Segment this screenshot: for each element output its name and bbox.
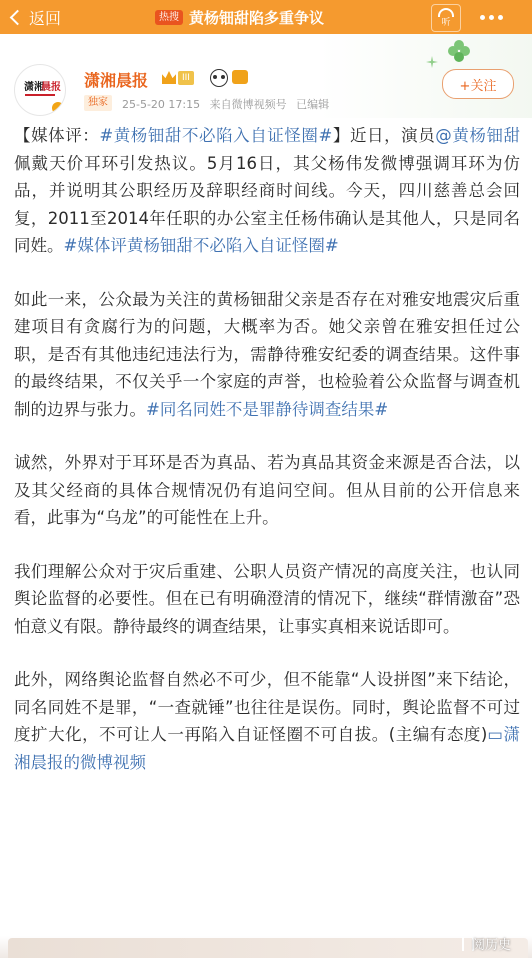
follow-button[interactable]: +关注: [442, 69, 514, 99]
paragraph: [14, 558, 520, 641]
paragraph-text: 我们理解公众对于灾后重建、公职人员资产情况的高度关注，也认同舆论监督的必要性。但在已有明确澄清的情况下，继续“群情激奋”恐怕意义有限。静待最终的调查结果，让事实真相来说话即可。: [14, 561, 520, 636]
top-bar: [0, 0, 532, 34]
post-header: [0, 34, 532, 118]
back-button[interactable]: [8, 6, 61, 28]
clover-icon: [448, 40, 470, 62]
paragraph-text: 】近日，演员: [332, 126, 436, 145]
more-dot-icon: [480, 15, 485, 20]
author-name[interactable]: 潇湘晨报: [84, 71, 149, 90]
watermark: 阅历史: [472, 938, 512, 953]
exclusive-badge: 独家: [84, 95, 112, 111]
paragraph-text: 诚然，外界对于耳环是否为真品、若为真品其资金来源是否合法，以及其父经商的具体合规情况仍有追问空间。但从目前的公开信息来看，此事为“乌龙”的可能性在上升。: [14, 453, 520, 527]
mention-link[interactable]: @黄杨钿甜: [435, 126, 521, 145]
edited-label: 已编辑: [296, 98, 330, 111]
paragraph: [14, 286, 520, 424]
more-options-button[interactable]: [475, 6, 507, 28]
paragraph-text: 此外，网络舆论监督自然必不可少，但不能靠“人设拼图”来下结论，同名同姓不是罪，“一查就锤”也往往是误伤。同时，舆论监督不可过度扩大化，不可让人一再陷入自证怪圈不可自拔。(主编有态度): [14, 670, 520, 744]
avatar-logo-bar: [25, 94, 55, 96]
avatar-logo-text: 潇湘: [24, 82, 44, 93]
post-image-preview[interactable]: [8, 938, 528, 958]
crown-icon: [162, 71, 176, 84]
chevron-left-icon: [10, 9, 26, 25]
post-body: [14, 122, 520, 776]
paragraph: [14, 666, 520, 776]
listen-label: 听: [441, 18, 451, 28]
paragraph-text: 佩戴天价耳环引发热议。5月16日，其父杨伟发微博强调耳环为仿品，并说明其公职经历及辞职经商时间线。今天，四川慈善总会回复，2011至2014年任职的办公室主任杨伟确认是其他人，只是同名同姓。: [14, 153, 520, 255]
avatar-logo-text: 晨报: [41, 82, 61, 93]
more-dot-icon: [498, 15, 503, 20]
hashtag-link[interactable]: #黄杨钿甜不必陷入自证怪圈#: [99, 126, 333, 145]
paragraph-text: 如此一来，公众最为关注的黄杨钿甜父亲是否存在对雅安地震灾后重建项目有贪腐行为的问题，大概率为否。她父亲曾在雅安担任过公职，是否有其他违纪违法行为，需静待雅安纪委的调查结果。这件事的最终结果，不仅关乎一个家庭的声誉，也检验着公众监督与调查机制的边界与张力。: [14, 289, 520, 419]
verified-icon: [51, 101, 65, 115]
avatar[interactable]: [14, 64, 66, 116]
medal-icon: [232, 70, 248, 84]
paragraph: [14, 449, 520, 532]
hot-topic-title[interactable]: [155, 7, 324, 27]
headphone-icon: [438, 8, 454, 17]
post-meta: [122, 96, 335, 112]
hashtag-link[interactable]: #同名同姓不是罪静待调查结果#: [146, 399, 389, 419]
listen-button[interactable]: [431, 4, 461, 32]
post-source[interactable]: 来自微博视频号: [209, 98, 287, 111]
level-badge: III: [178, 71, 194, 85]
paragraph: [14, 122, 520, 260]
paragraph-text: 【媒体评：: [14, 126, 100, 145]
post-timestamp: 25-5-20 17:15: [122, 98, 201, 111]
back-label: 返回: [29, 8, 62, 28]
panda-icon: [210, 69, 228, 87]
page-title: 黄杨钿甜陷多重争议: [189, 8, 325, 27]
hot-search-badge: 热搜: [155, 10, 183, 25]
hashtag-link[interactable]: #媒体评黄杨钿甜不必陷入自证怪圈#: [63, 236, 339, 255]
more-dot-icon: [489, 15, 494, 20]
sparkle-icon: [426, 56, 438, 68]
video-link[interactable]: ▭潇湘晨报的微博视频: [14, 725, 521, 772]
